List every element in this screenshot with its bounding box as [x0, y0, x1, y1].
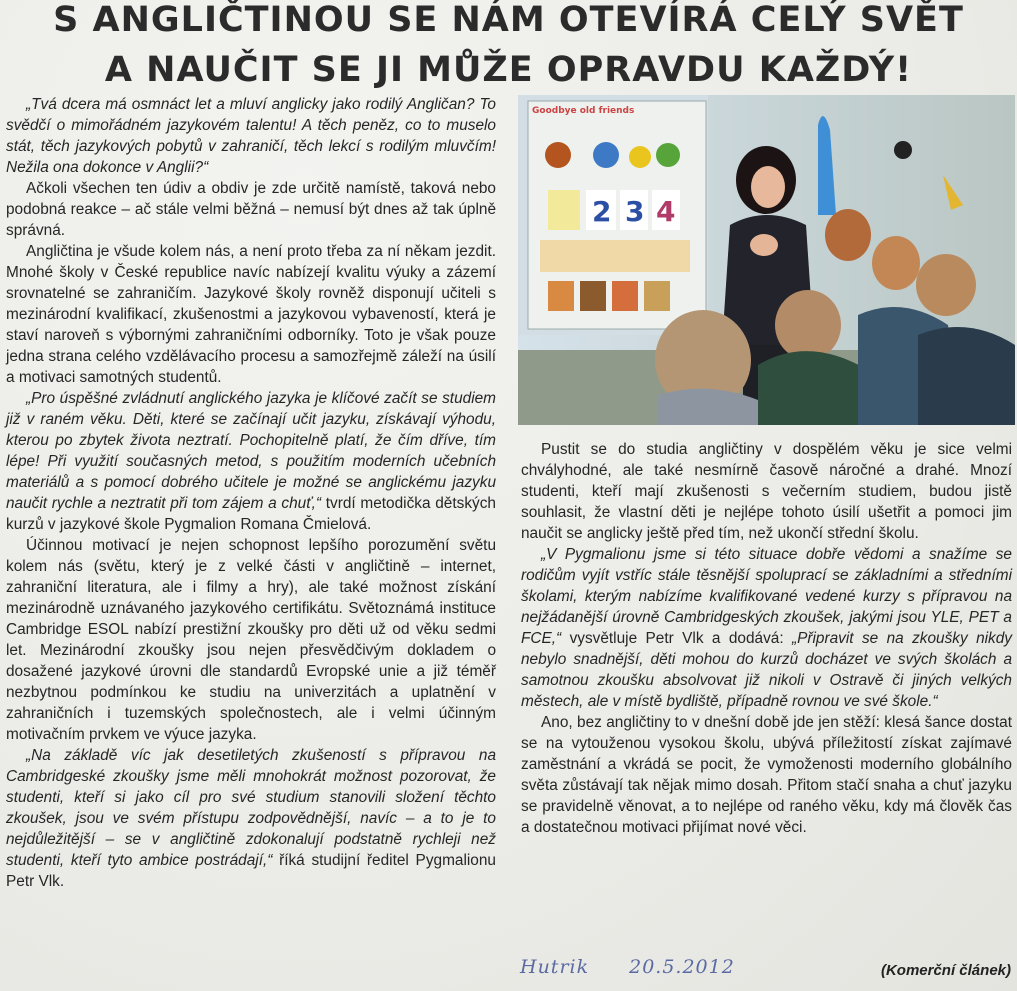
poster-number-cards [548, 190, 680, 230]
attribution-vlk: vysvětluje Petr Vlk a dodává: [561, 630, 792, 647]
attribution-petr-vlk: říká studijní ředitel Pygmalionu Petr Vlk. [6, 852, 496, 890]
paragraph-8 [521, 544, 1012, 712]
paragraph-5: Účinnou motivací je nejen schopnost lepšího porozumění světu kolem nás (světu, který je z velké části v angličtině – internet, zahraniční literatura, ale i filmy a hry), ale také možnost získání mezinárodně uznávaného jazykového certifikátu. Světoznámá instituce Cambridge ESOL nabízí prestižní zkoušky pro děti už od věku sedmi let. Mezinárodní zkoušky jsou nejen přesvědčivým dokladem o dosažené jazykové úrovni dle standardů Evropské unie a již téměř nezbytnou podmínkou ke studiu na univerzitách a uplatnění v zahraničních i tuzemských společnostech, ale i velmi účinným motivačním prvkem ve výuce jazyka. [6, 537, 496, 743]
quote-romana: „Pro úspěšné zvládnutí anglického jazyka je klíčové začít se studiem již v raném věku. Děti, které se začínají učit jazyku, získávají výhodu, kterou po zbytek života neztratí. Pochopitelně platí, že čím dříve, tím lépe! Při využití současných metod, s použitím moderních učebních materiálů a s pomocí dobrého učitele je možné se anglickému jazyku naučit rychle a neztratit při tom zájem a chuť,“ [6, 390, 496, 512]
right-column [521, 439, 1012, 838]
headline-line-1: S ANGLIČTINOU SE NÁM OTEVÍRÁ CELÝ SVĚT [53, 0, 964, 40]
quote-pygmalion: „V Pygmalionu jsme si této situace dobře vědomi a snažíme se rodičům vyjít vstříc stále těsnější spoluprací se základními a středními školami, kterým nabízíme kvalifikované vedené kurzy s přípravou na nejžádanější úrovně Cambridgeských zkoušek, jakými jsou YLE, PET a FCE,“ [521, 546, 1012, 647]
poster-title: Goodbye old friends [532, 106, 635, 116]
paragraph-7: Pustit se do studia angličtiny v dospělém věku je sice velmi chvályhodné, ale také nesmírně časově náročné a drahé. Mnozí studenti, kteří mají zkušenosti s večerním studiem, budou jistě souhlasit, že vlastní děti je nejlépe tohoto úsilí ušetřit a pomoci jim naučit se anglicky ještě před tím, než ukončí střední školu. [521, 441, 1012, 542]
handwritten-name: Hutrik [520, 956, 590, 978]
paragraph-6 [6, 745, 496, 892]
quote-pygmalion-2: „Připravit se na zkoušky nikdy nebylo snadnější, děti mohou do kurzů docházet ve svých školách a samotnou zkoušku absolvovat již nikoli v Ostravě či jiných velkých městech, ale v místě bydliště, případně rovnou ve své škole.“ [521, 630, 1012, 710]
svg-text:3: 3 [625, 195, 645, 228]
paragraph-3: Angličtina je všude kolem nás, a není proto třeba za ní někam jezdit. Mnohé školy v České republice navíc nabízejí kvalitu výuky a zázemí srovnatelné se zahraničím. Jazykové školy rovněž disponují učiteli s mezinárodní kvalifikací, zkušenostmi a jazykovou vybaveností, která je staví naroveň s výbornými zahraničními odborníky. Toto je však pouze jedna strana celého vzdělávacího procesu a samozřejmě záleží na úsilí a motivaci samotných studentů. [6, 243, 496, 386]
left-column [6, 94, 496, 892]
quote-petr-vlk: „Na základě víc jak desetiletých zkušeností s přípravou na Cambridgeské zkoušky jsme měli mnohokrát možnost pozorovat, že studenti, kteří si jako cíl pro své studium stanovili složení těchto zkoušek, jsou ve svém přístupu zodpovědnější, navíc – a to je to nejdůležitější – se v angličtině zdokonalují podstatně rychleji než studenti, kteří tyto ambice postrádají,“ [6, 747, 496, 869]
paragraph-1: „Tvá dcera má osmnáct let a mluví anglicky jako rodilý Angličan? To svědčí o mimořádném jazykovém talentu! A těch peněz, co to muselo stát, těch jazykových pobytů v zahraničí, těch lekcí s rodilým mluvčím! Nežila ona dokonce v Anglii?“ [6, 96, 496, 176]
classroom-photo [518, 95, 1015, 425]
handwritten-note [520, 956, 735, 978]
paragraph-4 [6, 388, 496, 535]
handwritten-date: 20.5.2012 [629, 956, 735, 978]
svg-text:4: 4 [656, 195, 676, 228]
headline-line-2: A NAUČIT SE JI MŮŽE OPRAVDU KAŽDÝ! [104, 50, 913, 90]
commercial-article-tag: (Komerční článek) [880, 962, 1011, 979]
classroom-photo-illustration [518, 95, 1015, 425]
attribution-romana: tvrdí metodička dětských kurzů v jazykové škole Pygmalion Romana Čmielová. [6, 495, 496, 533]
svg-text:2: 2 [592, 195, 612, 228]
paragraph-2: Ačkoli všechen ten údiv a obdiv je zde určitě namístě, taková nebo podobná reakce – ač stále velmi běžná – nemusí být dnes až tak úplně správná. [6, 180, 496, 239]
paragraph-9: Ano, bez angličtiny to v dnešní době jde jen stěží: klesá šance dostat se na vytouženou vysokou školu, ubývá příležitostí získat zajímavé zaměstnání a vkrádá se pocit, že vymoženosti moderního globálního světa zůstávají tak nějak mimo dosah. Přitom stačí snaha a chuť jazyku se pravidelně věnovat, a to nejlépe od raného věku, kdy má člověk čas a dostatečnou motivaci přijímat nové věci. [521, 714, 1012, 836]
